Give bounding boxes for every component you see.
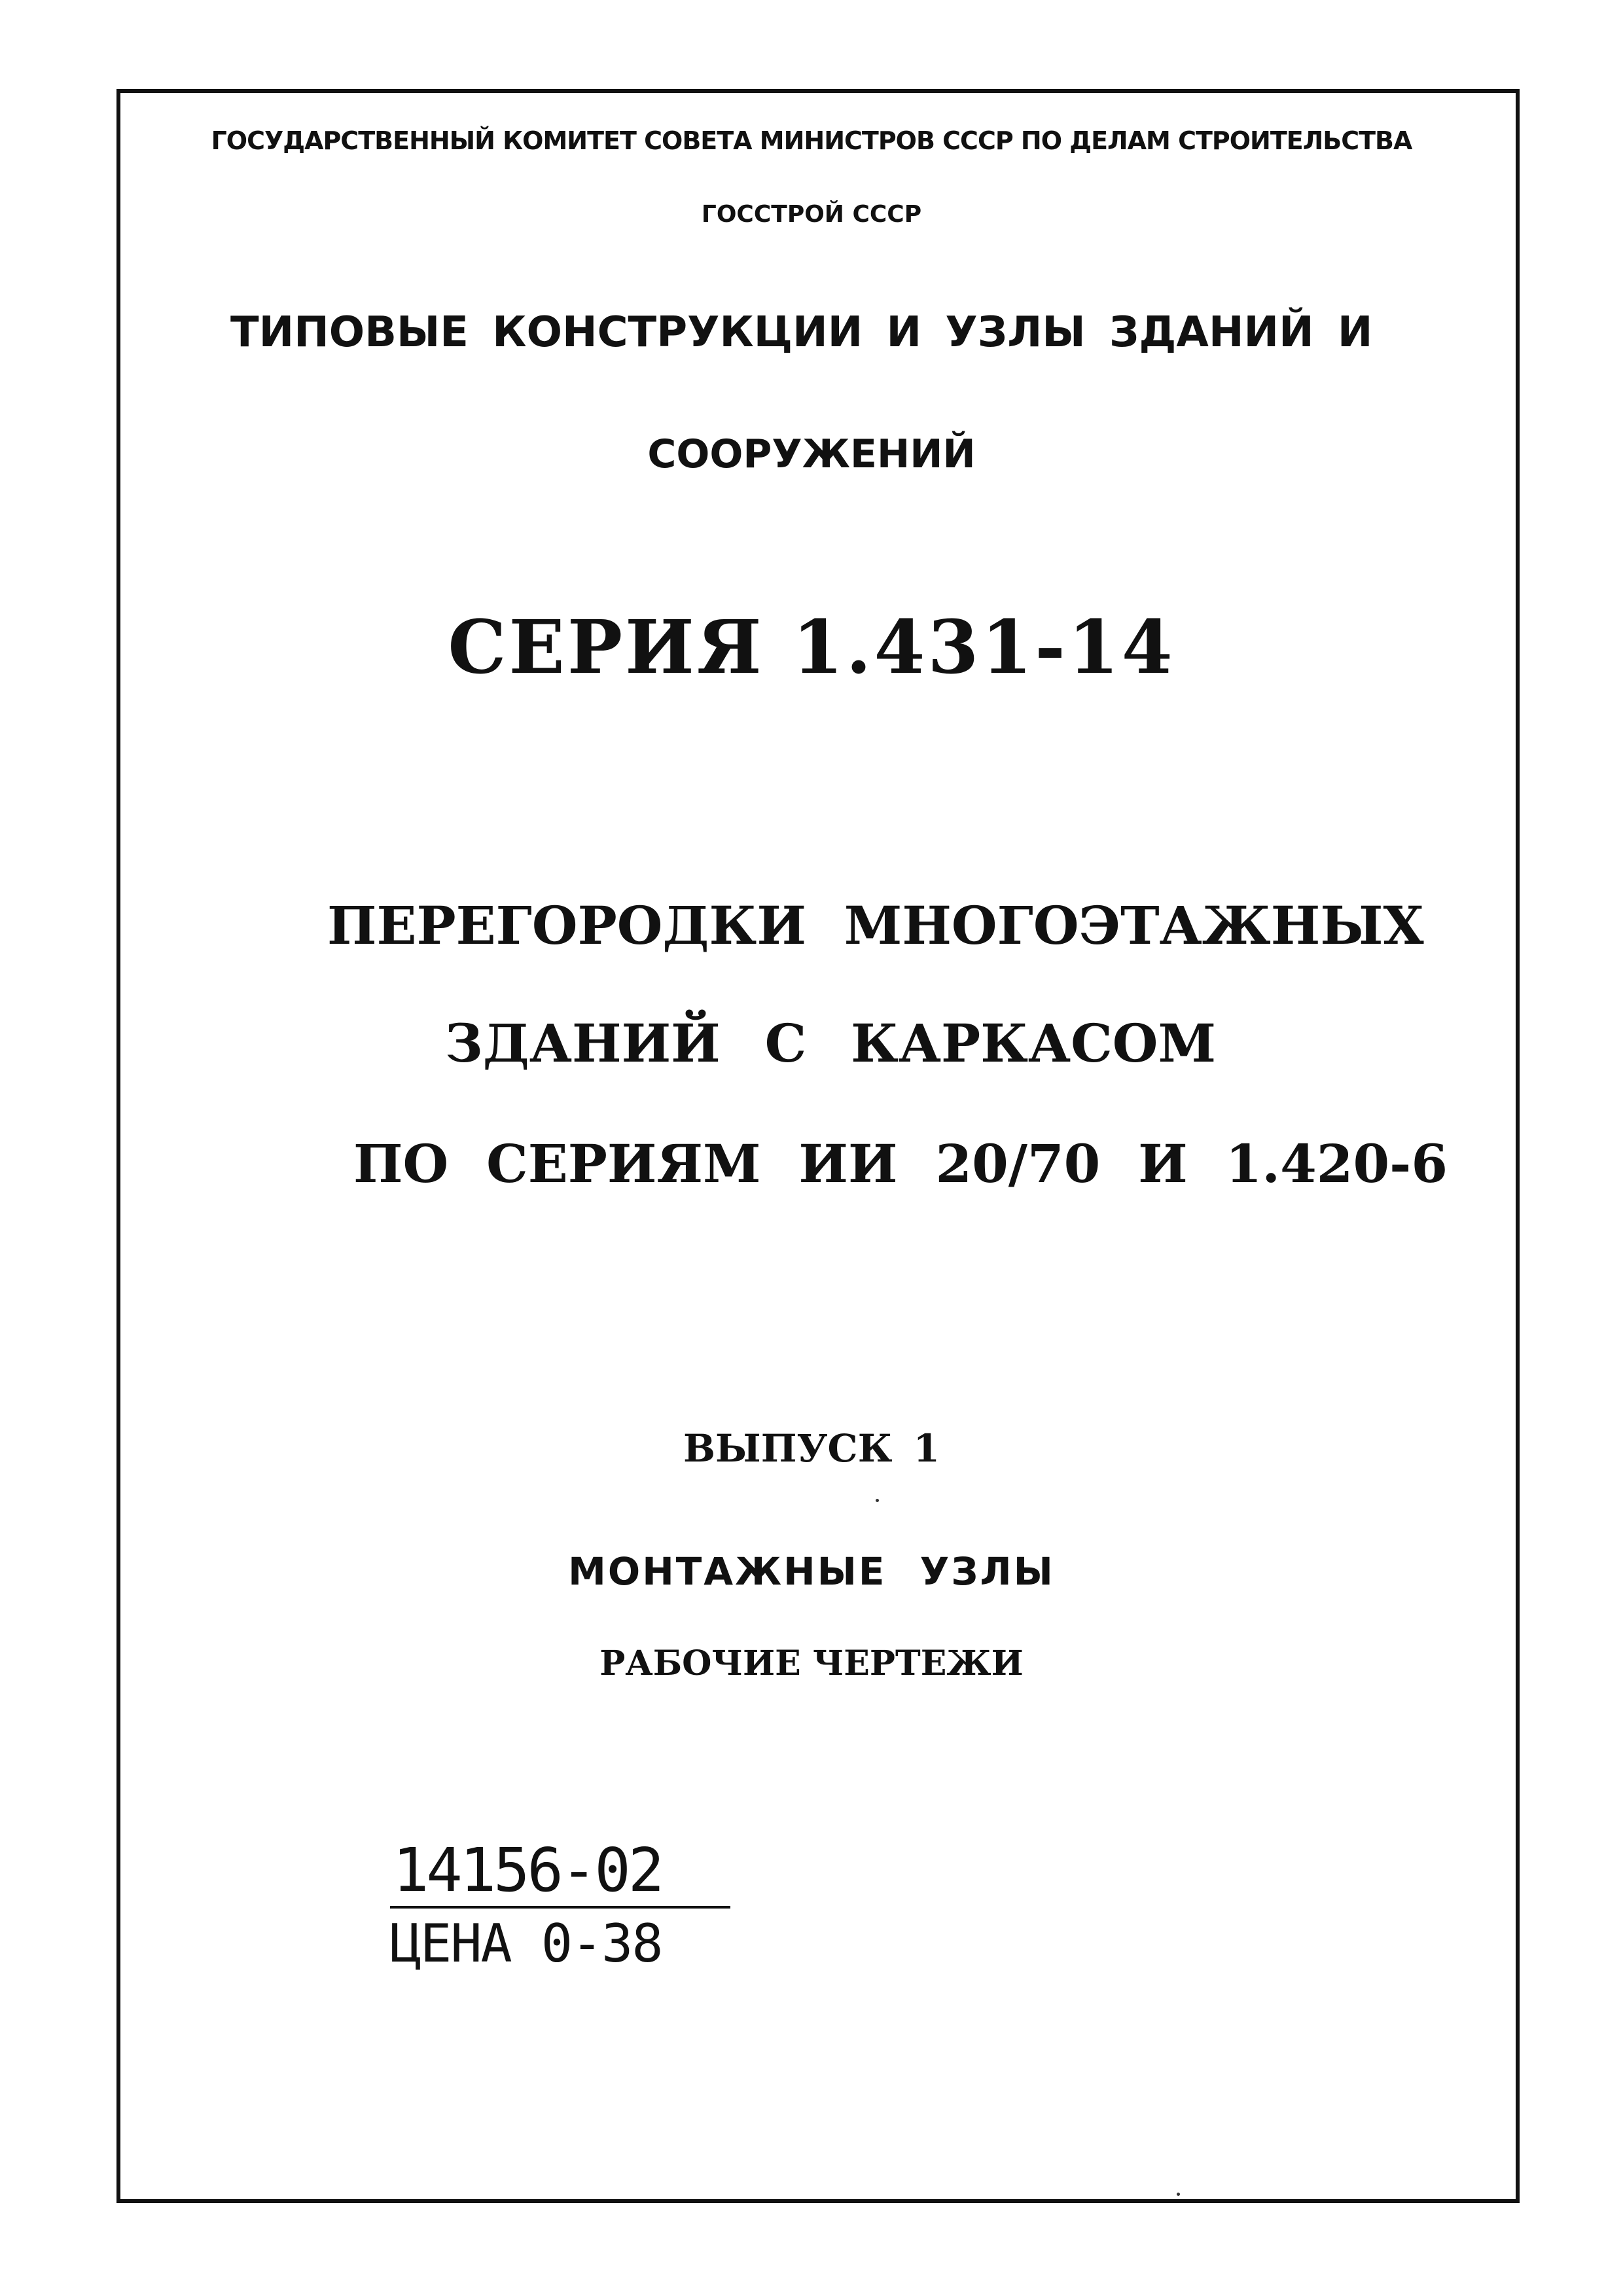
issue-subtitle: РАБОЧИЕ ЧЕРТЕЖИ xyxy=(599,1643,1024,1683)
series-number: СЕРИЯ 1.431-14 xyxy=(448,605,1175,691)
stamp-code: 14156-02 xyxy=(393,1835,662,1905)
stamp-price: ЦЕНА 0-38 xyxy=(390,1913,662,1974)
issue-title: МОНТАЖНЫЕ УЗЛЫ xyxy=(568,1549,1055,1594)
price-stamp xyxy=(390,1835,730,1974)
scan-speck xyxy=(876,1499,879,1502)
agency-short-name: ГОССТРОЙ СССР xyxy=(701,201,922,228)
issue-number: ВЫПУСК 1 xyxy=(683,1426,940,1471)
collection-title-line-2: СООРУЖЕНИЙ xyxy=(647,431,976,477)
scan-speck xyxy=(1177,2193,1180,2196)
subject-line-1: ПЕРЕГОРОДКИ МНОГОЭТАЖНЫХ xyxy=(327,895,1424,956)
subject-line-2: ЗДАНИЙ С КАРКАСОМ xyxy=(445,1013,1217,1074)
issuing-agency: ГОСУДАРСТВЕННЫЙ КОМИТЕТ СОВЕТА МИНИСТРОВ СССР ПО ДЕЛАМ СТРОИТЕЛЬСТВА xyxy=(211,126,1412,155)
collection-title-line-1: ТИПОВЫЕ КОНСТРУКЦИИ И УЗЛЫ ЗДАНИЙ И xyxy=(230,308,1373,357)
stamp-divider xyxy=(390,1906,730,1909)
subject-line-3: ПО СЕРИЯМ ИИ 20/70 И 1.420-6 xyxy=(353,1133,1448,1194)
